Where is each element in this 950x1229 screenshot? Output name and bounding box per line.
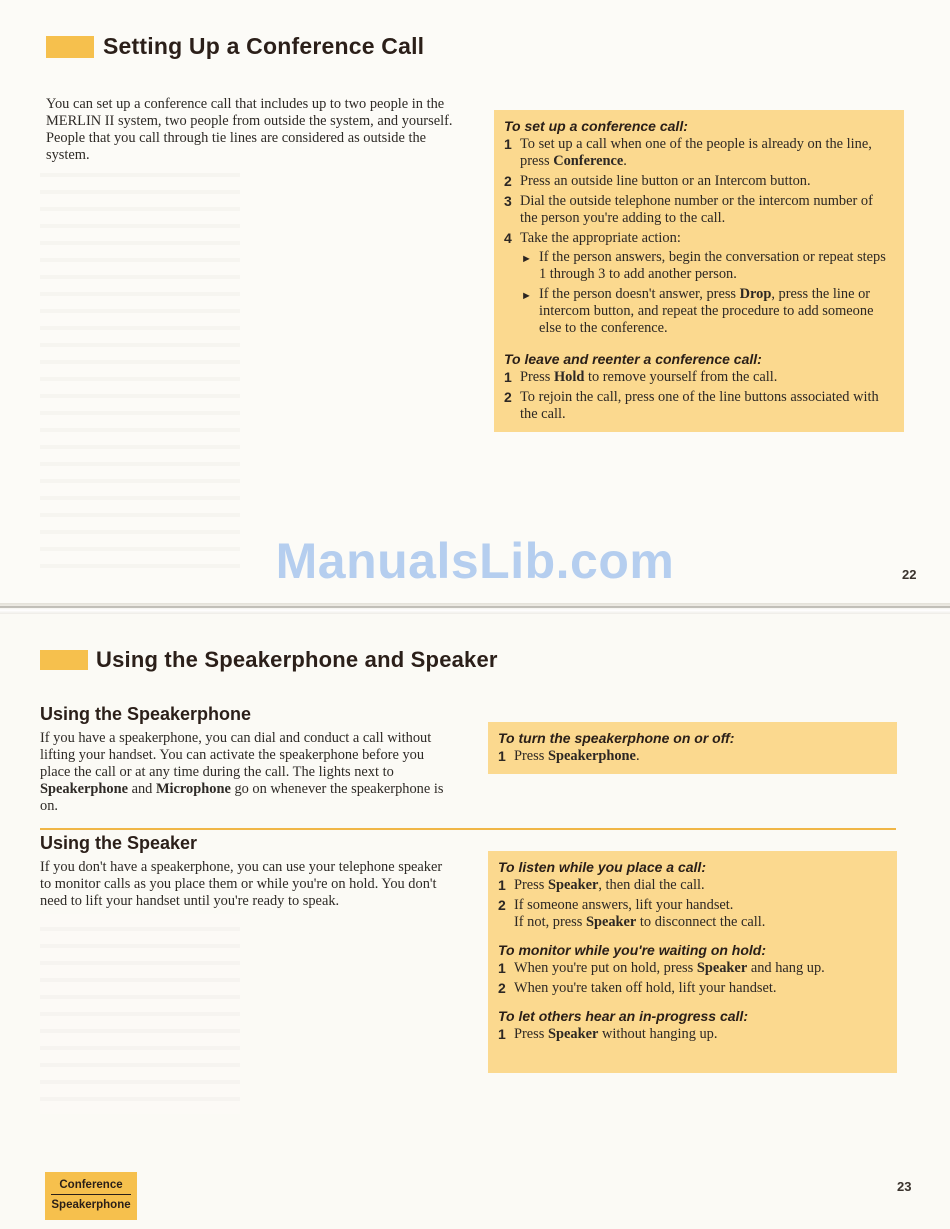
key-label: Drop bbox=[739, 286, 772, 302]
triangle-right-icon: ► bbox=[521, 290, 532, 302]
step-number: 1 bbox=[498, 877, 506, 893]
page-title: Using the Speakerphone and Speaker bbox=[96, 647, 498, 672]
procedure-panel bbox=[488, 851, 897, 1073]
procedure-speakerphone-toggle bbox=[498, 729, 887, 765]
step bbox=[504, 193, 894, 227]
step-number: 1 bbox=[498, 960, 506, 976]
step-text: Take the appropriate action: ► If the person answers, begin the conversation or repeat steps 1 through 3 to add another person. ► If the person doesn't answer, press Drop, press the line or intercom button, and repeat the procedure to add someone else to the conference. bbox=[520, 230, 894, 340]
speakerphone-paragraph: If you have a speakerphone, you can dial and conduct a call without lifting your handset. You can activate the speakerphone before you place the call or at any time during the call. The lights next to Speakerphone and Microphone go on whenever the speakerphone is on. bbox=[40, 730, 444, 814]
step-number: 3 bbox=[504, 193, 512, 209]
step-text: Press Hold to remove yourself from the call. bbox=[520, 369, 778, 385]
chapter-tab bbox=[45, 1172, 137, 1220]
step-text: If someone answers, lift your handset. If not, press Speaker to disconnect the call. bbox=[514, 897, 766, 930]
procedure-panel bbox=[494, 110, 904, 432]
key-label: Hold bbox=[553, 369, 585, 385]
step-text: Press Speakerphone. bbox=[514, 748, 640, 764]
speaker-paragraph: If you don't have a speakerphone, you can use your telephone speaker to monitor calls as you place them or while you're on hold. You don't need to lift your handset until you're ready to speak. bbox=[40, 859, 443, 909]
step bbox=[498, 980, 887, 997]
bleed-through-texture bbox=[40, 160, 240, 580]
title-accent-bar bbox=[40, 650, 88, 670]
step-number: 1 bbox=[498, 748, 506, 764]
sub-item: ► If the person doesn't answer, press Drop, press the line or intercom button, and repeat the procedure to add someone else to the conference. bbox=[521, 286, 874, 336]
step-number: 2 bbox=[498, 897, 506, 913]
key-label: Speaker bbox=[696, 960, 748, 976]
tab-label-speakerphone: Speakerphone bbox=[51, 1199, 131, 1211]
procedure-panel bbox=[488, 722, 897, 774]
step-text: Press an outside line button or an Intercom button. bbox=[520, 173, 811, 189]
step-number: 1 bbox=[498, 1026, 506, 1042]
step-text: To rejoin the call, press one of the line buttons associated with the call. bbox=[520, 389, 879, 422]
key-label: Speakerphone bbox=[40, 781, 128, 797]
watermark: ManualsLib.com bbox=[275, 533, 675, 589]
step-text: Press Speaker, then dial the call. bbox=[514, 877, 705, 893]
step-number: 1 bbox=[504, 136, 512, 152]
step bbox=[498, 877, 887, 894]
section-heading-speakerphone: Using the Speakerphone bbox=[40, 704, 252, 724]
procedure-title: To let others hear an in-progress call: bbox=[498, 1008, 748, 1024]
step-text: Press Speaker without hanging up. bbox=[514, 1026, 718, 1042]
sub-item: ► If the person answers, begin the conversation or repeat steps 1 through 3 to add another person. bbox=[521, 249, 886, 282]
page-number: 23 bbox=[897, 1179, 912, 1194]
section-heading-speaker: Using the Speaker bbox=[40, 833, 198, 853]
page-number: 22 bbox=[902, 567, 917, 582]
step bbox=[504, 369, 894, 386]
key-label: Conference bbox=[553, 153, 624, 169]
page-23 bbox=[0, 614, 950, 1229]
procedure-title: To turn the speakerphone on or off: bbox=[498, 730, 735, 746]
procedure-leave-reenter bbox=[504, 350, 894, 423]
key-label: Microphone bbox=[155, 781, 231, 797]
step bbox=[504, 173, 894, 190]
bleed-through-texture bbox=[40, 914, 240, 1114]
intro-paragraph: You can set up a conference call that includes up to two people in the MERLIN II system, two people from outside the system, and yourself. People that you call through tie lines are considered as outside the system. bbox=[46, 96, 453, 163]
step-number: 4 bbox=[504, 230, 512, 246]
procedure-title: To leave and reenter a conference call: bbox=[504, 351, 762, 367]
page-title: Setting Up a Conference Call bbox=[103, 33, 425, 59]
step-text: To set up a call when one of the people is already on the line, press Conference. bbox=[520, 136, 872, 169]
procedure-title: To monitor while you're waiting on hold: bbox=[498, 942, 767, 958]
key-label: Speaker bbox=[547, 1026, 599, 1042]
procedure-listen bbox=[498, 858, 887, 931]
procedure-title: To listen while you place a call: bbox=[498, 859, 706, 875]
step-number: 2 bbox=[504, 173, 512, 189]
key-label: Speaker bbox=[585, 914, 637, 930]
step-text: When you're put on hold, press Speaker and hang up. bbox=[514, 960, 825, 976]
step bbox=[504, 230, 894, 340]
procedure-title: To set up a conference call: bbox=[504, 118, 688, 134]
triangle-right-icon: ► bbox=[521, 253, 532, 265]
step-number: 1 bbox=[504, 369, 512, 385]
step-number: 2 bbox=[498, 980, 506, 996]
tab-divider bbox=[51, 1194, 131, 1195]
procedure-monitor-hold bbox=[498, 941, 887, 997]
step bbox=[498, 1026, 887, 1043]
tab-label-conference: Conference bbox=[59, 1179, 123, 1191]
step bbox=[504, 389, 894, 423]
step bbox=[498, 960, 887, 977]
page-fold-line bbox=[0, 606, 950, 608]
procedure-let-others-hear bbox=[498, 1007, 887, 1043]
section-divider bbox=[40, 828, 896, 830]
page-22 bbox=[0, 0, 950, 604]
step bbox=[498, 897, 887, 931]
step bbox=[498, 748, 887, 765]
step-text: Dial the outside telephone number or the intercom number of the person you're adding to the call. bbox=[520, 193, 873, 226]
key-label: Speaker bbox=[547, 877, 599, 893]
title-accent-bar bbox=[46, 36, 94, 58]
step bbox=[504, 136, 894, 170]
procedure-setup-conference bbox=[504, 117, 894, 340]
step-number: 2 bbox=[504, 389, 512, 405]
key-label: Speakerphone bbox=[547, 748, 636, 764]
step-text: When you're taken off hold, lift your handset. bbox=[514, 980, 777, 996]
